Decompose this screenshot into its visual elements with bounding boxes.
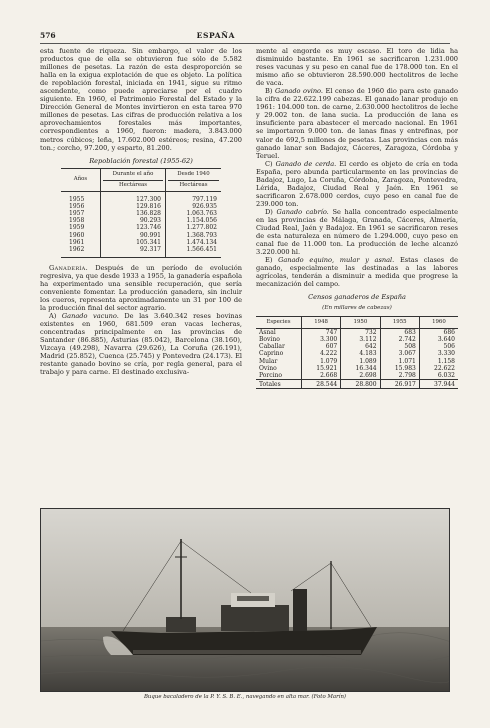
livestock-table-row [256,343,458,350]
forest-cell-b: 1.154.056 [165,217,221,224]
livestock-table-subtitle: (En millares de cabezas) [322,305,392,312]
forest-cell-a: 90.293 [101,217,166,224]
forest-table [61,168,221,258]
forest-cell-a: 105.341 [101,239,166,246]
section-heading-ganaderia: Ganadería. [49,263,88,272]
livestock-cell-value: 642 [341,343,380,350]
livestock-cell-species: Mular [259,357,278,365]
livestock-total-row [256,380,458,389]
livestock-cell-value: 22.622 [419,365,458,372]
forest-cell-year: 1958 [69,217,85,225]
livestock-cell-value: 506 [419,343,458,350]
pigs-lead: C) [265,159,273,168]
photo-caption: Buque bacaladero de la P. Y. S. B. E., navegando en alta mar. (Foto Marín) [143,694,347,700]
livestock-cell-species: Asnal [259,328,276,336]
livestock-cell-value: 686 [419,328,458,336]
livestock-table-body [256,328,458,389]
livestock-cell-value: 16.344 [341,365,380,372]
forest-cell-b: 1.277.802 [165,224,221,231]
livestock-cell-value: 3.640 [419,336,458,343]
livestock-cell-species: Caballar [259,343,285,351]
right-paragraph-beef: mente al engorde es muy escaso. El toro de lidia ha disminuido bastante. En 1961 se sacrificaron 1.231.000 reses vacunas y su peso en canal fue de 178.000 ton. En el mismo año se obtuvieron 28.590.000 hectolitros de leche de vaca. [256,47,458,88]
livestock-cell-species: Totales [256,380,301,389]
livestock-cell-value: 3.330 [419,350,458,357]
livestock-cell-value: 747 [301,328,340,336]
forest-table-row [61,217,221,224]
sheep-text: El censo de 1960 dio para este ganado la cifra de 22.622.199 cabezas. El ganado lanar produjo en 1961: 104.000 ton. de carne, 2.630.000 hectolitros de leche y 29.002 ton. de lana sucia. La producción de lana es insuficiente para abastecer el mercado nacional. En 1961 se importaron 9.000 ton. de lanas finas y entrefinas, por valor de 692,5 millones de pesetas. Las provincias con más ganado lanar son Badajoz, Cáceres, Zaragoza, Córdoba y Teruel. [256,87,458,160]
livestock-col-species: Especies [256,316,301,328]
livestock-cell-value: 732 [341,328,380,336]
forest-cell-year: 1962 [69,245,85,253]
forest-cell-b: 1.368.793 [165,232,221,239]
left-paragraph-cattle [40,312,242,376]
livestock-cell-value: 2.668 [301,372,340,380]
running-title: ESPAÑA [196,31,235,40]
livestock-cell-value: 6.032 [419,372,458,380]
forest-cell-a: 136.828 [101,210,166,217]
forest-col-b-line2: Hectáreas [168,180,219,189]
livestock-cell-value: 1.089 [341,358,380,365]
left-paragraph-livestock [40,264,242,312]
livestock-cell-value: 28.800 [341,380,380,389]
livestock-table [256,316,458,390]
livestock-cell-value: 4.222 [301,350,340,357]
livestock-cell-value: 37.944 [419,380,458,389]
livestock-cell-value: 3.300 [301,336,340,343]
left-column [40,47,242,507]
livestock-col-year: 1950 [341,316,380,328]
forest-cell-year: 1956 [69,202,85,210]
livestock-table-row [256,336,458,343]
header-rule [40,43,450,44]
cattle-heading: Ganado vacuno. [61,311,119,320]
livestock-col-year: 1955 [380,316,419,328]
livestock-cell-value: 3.112 [341,336,380,343]
goats-heading: Ganado cabrío. [276,207,329,216]
forest-cell-a: 92.317 [101,246,166,253]
livestock-cell-value: 1.158 [419,358,458,365]
livestock-table-row [256,358,458,365]
livestock-cell-value: 28.544 [301,380,340,389]
goats-lead: D) [265,207,273,216]
livestock-cell-value: 15.983 [380,365,419,372]
forest-cell-a: 129.816 [101,203,166,210]
forest-table-row [61,246,221,253]
page-number: 576 [40,31,56,40]
cattle-text: De las 3.640.342 reses bovinas existentes en 1960, 681.509 eran vacas lecheras, concentradas principalmente en las provincias de Santander (86.885), Asturias (85.042), Barcelona (38.160), Vizcaya (49.298), Navarra (29.626), La Coruña (26.191), Madrid (25.852), Cuenca (25.745) y Pontevedra (24.173). El restante ganado bovino se cría, por regla general, para el trabajo y para carne. El destinado exclusiva- [40,311,242,377]
livestock-cell-species: Porcino [259,371,283,379]
livestock-cell-value: 508 [380,343,419,350]
equine-lead: E) [265,256,273,265]
livestock-cell-species: Bovino [259,335,280,343]
livestock-cell-value: 607 [301,343,340,350]
forest-col-b-line1: Desde 1940 [177,170,210,177]
forest-table-title: Repoblación forestal (1955-62) [89,156,193,165]
forest-table-row [61,224,221,231]
forest-cell-b: 1.063.763 [165,210,221,217]
left-paragraph-forestry: esta fuente de riqueza. Sin embargo, el valor de los productos que de ella se obtuvieron fue sólo de 5.582 millones de pesetas. La razón de esta desproporción se halla en la exigua explotación de que es objeto. La política de repoblación forestal, iniciada en 1941, sigue su ritmo ascendente, como puede apreciarse por el cuadro siguiente. En 1960, el Patrimonio Forestal del Estado y la Dirección General de Montes invirtieron en esta tarea 970 millones de pesetas. Las cifras de producción relativa a los aprovechamientos forestales más importantes, correspondientes a 1960, fueron: madera, 3.843.000 metros cúbicos; leña, 17.602.000 estéreos; resina, 47.200 ton.; corcho, 97.200, y esparto, 81.200. [40,47,242,152]
page-header [40,32,450,42]
livestock-cell-value: 3.067 [380,350,419,357]
livestock-col-year: 1960 [419,316,458,328]
right-paragraph-equine [256,256,458,288]
forest-cell-b: 926.935 [165,203,221,210]
forest-col-a [101,168,166,191]
equine-heading: Ganado equino, mular y asnal. [278,256,395,265]
forest-cell-a: 127.300 [101,196,166,203]
sheep-lead: B) [265,87,273,96]
ship-photo [40,508,450,692]
livestock-cell-value: 1.071 [380,358,419,365]
forest-table-row [61,210,221,217]
goats-text: Se halla concentrado especialmente en las provincias de Málaga, Granada, Cáceres, Almería, Ciudad Real, Jaén y Badajoz. En 1961 se sacrificaron reses de esta naturaleza en número de 1.294.000, cuyo peso en canal fue de 11.000 ton. La producción de leche alcanzó 3.220.000 hl. [256,207,458,257]
forest-cell-year: 1957 [69,209,85,217]
livestock-cell-value: 683 [380,328,419,336]
livestock-intro-text: Después de un período de evolución regresiva, ya que desde 1933 a 1955, la ganadería española ha experimentado una sensible recuperación, que sería conveniente fomentar. La producción ganadera, sin incluir los cueros, representa aproximadamente un 31 por 100 de la producción final del sector agrario. [40,263,242,312]
livestock-cell-value: 15.921 [301,365,340,372]
forest-cell-year: 1961 [69,238,85,246]
livestock-table-title: Censos ganaderos de España [308,293,406,302]
forest-table-row [61,203,221,210]
cattle-lead: A) [49,311,57,320]
forest-table-body [61,192,221,258]
livestock-cell-value: 2.698 [341,372,380,380]
forest-table-row [61,239,221,246]
livestock-cell-value: 26.917 [380,380,419,389]
forest-cell-b: 797.119 [165,196,221,203]
forest-cell-year: 1955 [69,195,85,203]
forest-cell-a: 90.991 [101,232,166,239]
livestock-cell-value: 4.183 [341,350,380,357]
livestock-cell-species: Caprino [259,350,284,358]
livestock-col-year: 1948 [301,316,340,328]
livestock-cell-species: Ovino [259,364,277,372]
right-paragraph-sheep [256,87,458,159]
forest-col-a-line1: Durante el año [112,170,154,177]
livestock-table-row [256,365,458,372]
livestock-table-row [256,372,458,380]
forest-table-row [61,196,221,203]
livestock-cell-value: 2.742 [380,336,419,343]
forest-col-b [165,168,221,191]
livestock-table-row [256,350,458,357]
pigs-heading: Ganado de cerda. [275,159,337,168]
livestock-cell-value: 1.079 [301,358,340,365]
forest-cell-b: 1.566.451 [165,246,221,253]
sheep-heading: Ganado ovino. [274,87,324,96]
right-paragraph-pigs [256,160,458,208]
forest-col-year: Años [61,168,101,191]
pigs-text: El cerdo es objeto de cría en toda España, pero abunda particularmente en las provincias de Badajoz, Lugo, La Coruña, Córdoba, Zaragoza, Pontevedra, Lérida, Badajoz, Ciudad Real y Jaén. En 1961 se sacrificaron 2.678.000 cerdos, cuyo peso en canal fue de 239.000 ton. [256,159,458,208]
livestock-table-header [256,316,458,328]
livestock-cell-value: 2.798 [380,372,419,380]
forest-cell-a: 123.746 [101,224,166,231]
ship-photo-image [41,509,450,692]
right-column [256,47,458,517]
forest-table-row [61,232,221,239]
right-paragraph-goats [256,208,458,256]
equine-text: Estas clases de ganado, especialmente las destinadas a las labores agrícolas, tenderán a disminuir a medida que progrese la mecanización del campo. [256,256,458,289]
forest-cell-year: 1959 [69,224,85,232]
livestock-table-row [256,328,458,336]
forest-col-a-line2: Hectáreas [103,180,163,189]
forest-cell-b: 1.474.134 [165,239,221,246]
forest-cell-year: 1960 [69,231,85,239]
